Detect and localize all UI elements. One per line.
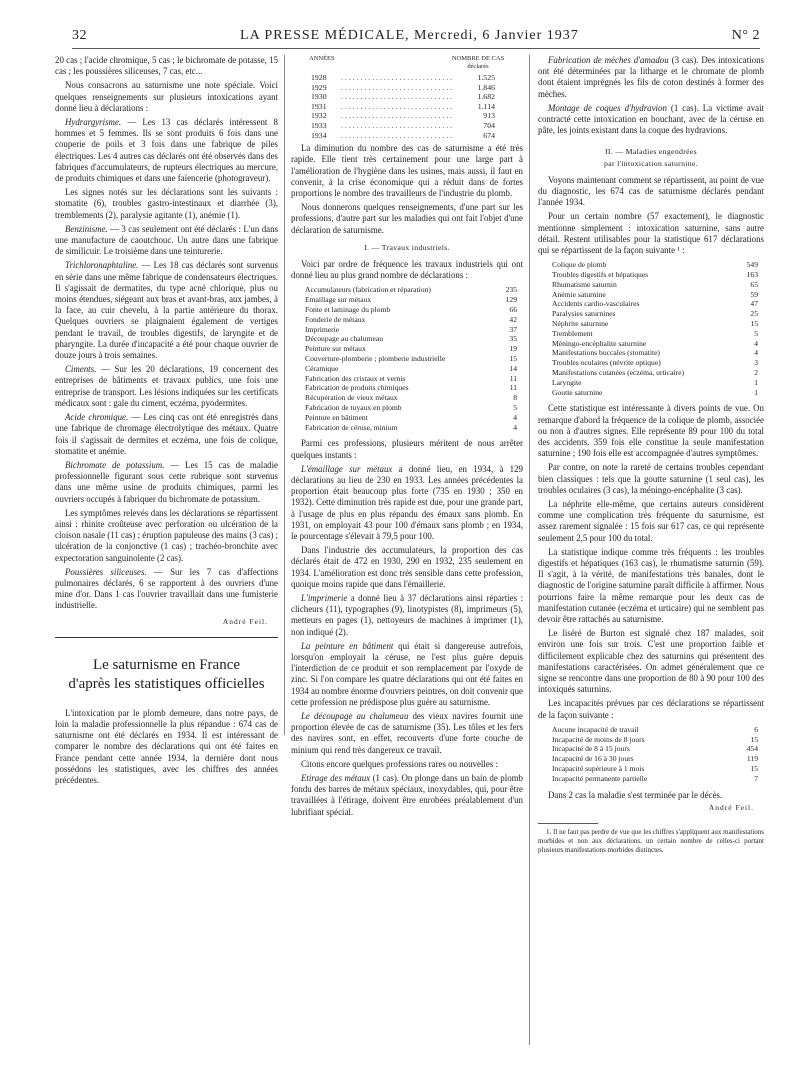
job-row [305,325,517,335]
year-row [311,131,495,141]
section-heading: II. — Maladies engendrées par l'intoxication saturnine. [604,147,698,168]
jobs-table [305,285,517,432]
value-cell: 19 [509,344,517,354]
label-cell: Aucune incapacité de travail [552,724,639,734]
value-cell: 59 [750,289,758,299]
disease-row [552,299,758,309]
job-row [305,295,517,305]
label-cell: Rhumatisme saturnin [552,279,617,289]
article-title-line: Le saturnisme en France [92,656,241,673]
year-row [311,73,495,83]
incapacity-row [552,754,758,764]
footnote: 1. Il ne faut pas perdre de vue que les chiffres s'appliquent aux manifestations morbides et non aux déclarations, un certain nombre de celles-ci portant plusieurs manifestations morbides distinctes. [538,828,764,855]
value-cell: 4 [513,412,517,422]
paragraph: Hydrargyrisme. — Les 13 cas déclarés intéressent 8 hommes et 5 femmes. Ils se sont produits 6 fois dans une couperie de poils et 3 fois dans une fabrique de piles électriques. Les 4 autres cas déclarés ont été observés dans des fabriques d'accumulateurs, de rupteurs électriques au mercure, de produits chimiques et dans une faïencerie (photograveur). [55,117,278,184]
label-cell: Couverture-plomberie ; plomberie industrielle [305,353,446,363]
disease-row [552,348,758,358]
label-cell: Colique de plomb [552,260,607,270]
job-row [305,374,517,384]
label-cell: Goutte saturnine [552,387,603,397]
cases-cell: 913 [483,111,495,121]
label-cell: Peinture sur métaux [305,344,366,354]
label-cell: Fonderie de métaux [305,314,366,324]
job-row [305,413,517,423]
paragraph: L'imprimerie a donné lieu à 37 déclarations ainsi réparties : clicheurs (11), typographes (9), linotypistes (8), imprimeurs (5), metteurs en pages (1), nettoyeurs de machines à imprimer (1), non indiqué (2). [291,592,523,637]
leader-dots: . . . . . . . . . . . . . . . . . . . . . . . . . . . . . [341,73,453,82]
cases-column-header: NOMBRE DE CAS déclarés [451,55,505,70]
paragraph: Fabrication de mèches d'amadou (3 cas). Des intoxications ont été déterminées par la litharge et le chromate de plomb dont étaient imprégnés les fils de coton destinés à former des mèches. [538,55,764,99]
year-cell: 1929 [311,82,327,92]
column-3 [538,55,764,855]
incapacity-row [552,725,758,735]
job-row [305,285,517,295]
paragraph: Dans l'industrie des accumulateurs, la proportion des cas déclarés était de 472 en 1930, 290 en 1932, 235 seulement en 1934. L'amélioration est donc très sensible dans cette profession, quoique moins rapide que dans l'émaillerie. [291,545,523,589]
disease-row [552,319,758,329]
leader-dots: . . . . . . . . . . . . . . . . . . . . . . . . . . . . . [341,82,453,92]
label-cell: Incapacité supérieure à 1 mois [552,764,645,774]
value-cell: 35 [509,334,517,344]
value-cell: 5 [754,328,758,338]
paragraph: Ciments. — Sur les 20 déclarations, 19 concernent des entreprises de bâtiments et travaux publics, une fois une entreprise de transport. Les lésions indiquées sur les certificats médicaux sont : gale du ciment, eczéma, pyodermites. [55,364,278,408]
paragraph: Voici par ordre de fréquence les travaux industriels qui ont donné lieu au plus grand nombre de déclarations : [291,258,523,281]
value-cell: 65 [750,279,758,289]
years-table [291,73,523,140]
column-divider-1 [284,55,285,735]
cases-cell: 1.525 [477,73,495,82]
year-row [311,92,495,102]
paragraph: Acide chromique. — Les cinq cas ont été enregistrés dans une fabrique de chromage électrolytique des métaux. Quatre fois il s'agissait de dermites et eczéma, une fois de colique, stomatite et anémie. [55,412,278,456]
cases-cell: 1.114 [477,101,495,111]
cases-cell: 1.846 [477,82,495,92]
article-title-line: d'après les statistiques officielles [68,675,265,692]
column-divider-2 [529,55,530,1045]
year-cell: 1933 [311,120,327,130]
page-header [72,28,760,46]
value-cell: 1 [754,377,758,387]
disease-row [552,378,758,388]
job-row [305,305,517,315]
label-cell: Manifestations cutanées (eczéma, urticaire) [552,368,684,378]
value-cell: 6 [754,724,758,734]
paragraph: Les incapacités prévues par ces déclarations se répartissent de la façon suivante : [538,698,764,720]
year-cell: 1930 [311,92,327,102]
column-1 [55,55,278,789]
job-row [305,403,517,413]
label-cell: Troubles digestifs et hépatiques [552,270,649,280]
paragraph: Dans 2 cas la maladie s'est terminée par le décès. [548,789,723,800]
header-rule [72,48,760,49]
job-row [305,393,517,403]
article-title [55,656,278,694]
value-cell: 15 [750,734,758,744]
incapacity-row [552,735,758,745]
paragraph: Etirage des métaux (1 cas). On plonge dans un bain de plomb fondu des barres de métaux spéciaux, inoxydables, qui, pour être travaillées à l'étirage, doivent être enrobées préalablement d'un lubrifiant spécial. [291,773,523,817]
paragraph: Citons encore quelques professions rares ou nouvelles : [301,758,498,769]
paragraph: Voyons maintenant comment se répartissent, au point de vue du diagnostic, les 674 cas de saturnisme déclarés pendant l'année 1934. [538,174,764,208]
value-cell: 8 [513,393,517,403]
value-cell: 4 [513,422,517,432]
jobs-table-wrap [305,285,517,432]
paragraph: Montage de coques d'hydravion (1 cas). La victime avait contracté cette intoxication en bouchant, avec de la céruse en pâte, les joints existant dans la coque des hydravions. [538,102,765,136]
paragraph: Benzinisme. — 3 cas seulement ont été déclarés : L'un dans une manufacture de caoutchouc. Un autre dans une fabrique de similicuir. Le troisième dans une teinturerie. [55,223,278,257]
label-cell: Céramique [305,363,339,373]
value-cell: 37 [509,324,517,334]
paragraph: Nous donnerons quelques renseignements, d'une part sur les professions, d'autre part sur les maladies qui ont fait l'objet d'une déclaration de saturnisme. [291,202,523,235]
paragraph: Pour un certain nombre (57 exactement), le diagnostic mentionne simplement : intoxication saturnine, sans autre détail. Restent utilisables pour la statistique 617 déclarations qui se répartissent de la façon suivante ¹ : [538,211,764,256]
disease-row [552,309,758,319]
label-cell: Troubles oculaires (névrite optique) [552,358,661,368]
disease-row [552,368,758,378]
paragraph: L'intoxication par le plomb demeure, dans notre pays, de loin la maladie professionnelle la plus répandue : 674 cas de saturnisme ont été déclarés en 1934. Il est intéressant de comparer le nombre des déclarations qui ont été faites en France pendant cette année 1934, la dernière dont nous possédons les statistiques, avec les chiffres des années précédentes. [55,707,278,785]
year-cell: 1931 [311,101,327,111]
paragraph: La néphrite elle-même, que certains auteurs considèrent comme une complication très fréquente du saturnisme, est assez rarement signalée : 15 fois sur 617 cas, ce qui représente seulement 2,5 pour 100 du total. [538,499,764,543]
value-cell: 549 [746,260,758,270]
job-row [305,315,517,325]
disease-row [552,339,758,349]
rubric-heading: Hydrargyrisme. [65,117,122,128]
value-cell: 66 [509,304,517,314]
label-cell: Méningo-encéphalite saturnine [552,338,647,348]
cases-cell: 704 [483,120,495,130]
job-row [305,354,517,364]
leader-dots: . . . . . . . . . . . . . . . . . . . . . . . . . . . . . [341,111,453,121]
label-cell: Fabrication des cristaux et vernis [305,373,406,383]
paragraph: Le liséré de Burton est signalé chez 187 malades, soit environ une fois sur trois. C'est une proportion faible et difficilement explicable chez des saturnins qui présentent des manifestations caractérisées. On admet généralement que ce signe se rencontre dans une proportion de 80 à 90 pour 100 des intoxiqués saturnins. [538,628,764,695]
value-cell: 15 [750,319,758,329]
year-row [311,83,495,93]
value-cell: 25 [750,309,758,319]
label-cell: Peinture en bâtiment [305,412,368,422]
paragraph: Nous consacrons au saturnisme une note spéciale. Voici quelques renseignements sur plusieurs intoxications ayant donné lieu à déclarations : [55,80,278,113]
label-cell: Manifestations buccales (stomatite) [552,348,660,358]
diseases-table-wrap [552,260,758,397]
label-cell: Accidents cardio-vasculaires [552,299,640,309]
paragraph: 20 cas ; l'acide chromique, 5 cas ; le bichromate de potasse, 15 cas ; les poussières siliceuses, 7 cas, etc... [55,55,278,77]
paragraph: Par contre, on note la rareté de certains troubles cependant bien classiques : tels que la goutte saturnine (1 seul cas), les troubles oculaires (3 cas), la méningo-encéphalite (3 cas). [538,462,764,495]
label-cell: Fabrication de céruse, minium [305,422,398,432]
label-cell: Récupération de vieux métaux [305,393,398,403]
year-cell: 1928 [311,73,327,82]
year-row [311,111,495,121]
value-cell: 129 [505,295,517,305]
author-signature: André Feil. [708,802,754,812]
paragraph: Trichloronaphtaline. — Les 18 cas déclarés sont survenus en série dans une même fabrique de condensateurs électriques. Il s'agissait de dermatites, du type acné chlorique, plus ou moins étendues, siégeant aux bras et avant-bras, aux jambes, à la face, au cuir chevelu, à la partie antérieure du thorax. Quelques ouvriers se plaignaient également de vertiges pendant le travail, de troubles digestifs, de laryngite et de pharyngite. La durée d'incapacité a été pour chaque ouvrier de douze jours à trois semaines. [55,260,278,361]
years-table-header [309,55,513,71]
disease-row [552,280,758,290]
disease-row [552,260,758,270]
label-cell: Paralysies saturnines [552,309,616,319]
year-cell: 1934 [311,130,327,140]
label-cell: Imprimerie [305,324,340,334]
label-cell: Tremblement [552,328,593,338]
leader-dots: . . . . . . . . . . . . . . . . . . . . . . . . . . . . . [341,92,453,102]
incapacity-row [552,764,758,774]
incapacity-row [552,744,758,754]
label-cell: Accumulateurs (fabrication et réparation) [305,285,431,295]
paragraph: La statistique indique comme très fréquents : les troubles digestifs et hépatiques (163 cas), le rhumatisme saturnin (59). Il s'agit, à la vérité, de manifestations très banales, dont le diagnostic de l'origine saturnine paraît difficile à affirmer. Nous pourrions faire la même remarque pour les deux cas de manifestation cutanée (eczéma et urticaire) qui ne semblent pas devoir être rattachés au saturnisme. [538,546,764,625]
cases-cell: 1.682 [477,92,495,102]
paragraph: Les signes notés sur les déclarations sont les suivants : stomatite (6), troubles gastro-intestinaux et diarrhée (3), tremblements (2), paralysie agitante (1), anémie (1). [55,187,278,220]
cases-cell: 674 [483,130,495,140]
value-cell: 1 [754,387,758,397]
value-cell: 15 [750,764,758,774]
disease-row [552,388,758,398]
rubric-heading: Benzinisme. [65,223,108,234]
value-cell: 4 [754,348,758,358]
paragraph: Cette statistique est intéressante à divers points de vue. On remarque d'abord la fréquence de la colique de plomb, associée ou non à d'autres signes. Elle représente 89 pour 100 du total des accidents. 359 fois elle constitue la seule manifestation saturnine ; 190 fois elle est accompagnée d'autres symptômes. [538,403,764,459]
page-number: 32 [72,28,87,43]
paragraph: La diminution du nombre des cas de saturnisme a été très rapide. Elle tient très certainement pour une large part à l'amélioration de l'hygiène dans les usines, mais aussi, il faut en convenir, à la crise économique qui a réduit dans de fortes proportions le nombre des travailleurs de l'industrie du plomb. [291,143,523,198]
job-row [305,423,517,433]
value-cell: 7 [754,773,758,783]
issue-number: N° 2 [731,28,760,43]
value-cell: 235 [505,285,517,295]
value-cell: 11 [509,373,517,383]
value-cell: 3 [754,358,758,368]
disease-row [552,358,758,368]
rubric-heading: Poussières siliceuses. [65,566,147,577]
author-signature: André Feil. [222,616,268,626]
label-cell: Incapacité de moins de 8 jours [552,734,645,744]
journal-name: LA PRESSE MÉDICALE, [240,28,410,43]
value-cell: 47 [750,299,758,309]
label-cell: Incapacité de 8 à 15 jours [552,744,630,754]
job-row [305,334,517,344]
paragraph: Bichromate de potassium. — Les 15 cas de maladie professionnelle figurant sous cette rubrique sont survenus dans une même usine de produits chimiques, parmi les ouvriers occupés à fabriquer du bichromate de potassium. [55,459,278,504]
disease-row [552,329,758,339]
value-cell: 15 [509,353,517,363]
year-row [311,102,495,112]
incapacity-table-wrap [552,725,758,784]
year-row [311,121,495,131]
value-cell: 11 [509,383,517,393]
job-row [305,364,517,374]
job-row [305,383,517,393]
label-cell: Fonte et laminage du plomb [305,304,391,314]
label-cell: Anémie saturnine [552,289,606,299]
paragraph: Les symptômes relevés dans les déclarations se répartissent ainsi : rhinite croûteuse avec perforation ou ulcération de la cloison nasale (11 cas) ; éruption papuleuse des mains (3 cas) ; ulcération de la conjonctive (1 cas) ; trachéo-bronchite avec expectoration sanguinolente (2 cas). [55,507,278,563]
leader-dots: . . . . . . . . . . . . . . . . . . . . . . . . . . . . . [341,101,453,111]
year-cell: 1932 [311,111,327,121]
footnote-rule [538,823,598,824]
rubric-heading: Trichloronaphtaline. [65,260,139,271]
years-column-header: ANNÉES [309,55,335,62]
article-separator [55,637,278,638]
running-title [240,28,579,44]
label-cell: Découpage au chalumeau [305,334,384,344]
job-row [305,344,517,354]
paragraph: La peinture en bâtiment qui était si dangereuse autrefois, lorsqu'on employait la céruse, ne l'est plus guère depuis l'interdiction de ce produit et son remplacement par l'oxyde de zinc. Si l'on compare les quatre déclarations qui ont été faites en 1934 au nombre énorme d'ouvriers peintres, on doit convenir que cette profession ne prédispose plus guère au saturnisme. [291,640,523,707]
value-cell: 14 [509,363,517,373]
label-cell: Incapacité de 16 à 30 jours [552,754,634,764]
disease-row [552,290,758,300]
rubric-heading: Acide chromique. [65,412,129,423]
leader-dots: . . . . . . . . . . . . . . . . . . . . . . . . . . . . . [341,120,453,130]
label-cell: Néphrite saturnine [552,319,609,329]
label-cell: Laryngite [552,377,582,387]
label-cell: Emaillage sur métaux [305,295,372,305]
incapacity-table [552,725,758,784]
label-cell: Fabrication de tuyaux en plomb [305,402,402,412]
rubric-heading: Ciments. [65,364,97,375]
value-cell: 454 [746,744,758,754]
section-heading: I. — Travaux industriels. [364,242,450,252]
rubric-heading: Bichromate de potassium. [65,459,165,470]
diseases-table [552,260,758,397]
incapacity-row [552,774,758,784]
value-cell: 163 [746,270,758,280]
issue-date: Mercredi, 6 Janvier 1937 [414,28,579,43]
disease-row [552,270,758,280]
label-cell: Incapacité permanente partielle [552,773,648,783]
value-cell: 4 [754,338,758,348]
value-cell: 42 [509,314,517,324]
paragraph: Poussières siliceuses. — Sur les 7 cas d'affections pulmonaires déclarés, 6 se rapportent à des ouvriers d'une mine d'or. Dans 1 cas l'ouvrier travaillait dans une fumisterie industrielle. [55,566,278,611]
paragraph: L'émaillage sur métaux a donné lieu, en 1934, à 129 déclarations au lieu de 230 en 1933. Les années précédentes la proportion était beaucoup plus forte (735 en 1930 ; 350 en 1932). Cette diminution très rapide est due, pour une grande part, à l'usage de plus en plus répandu des émaux sans plomb. En 1931, on employait 43 pour 100 d'émaux sans plomb ; en 1934, le pourcentage s'élevait à 79,5 pour 100. [291,463,523,541]
value-cell: 2 [754,368,758,378]
value-cell: 5 [513,402,517,412]
label-cell: Fabrication de produits chimiques [305,383,409,393]
column-2 [291,55,523,821]
value-cell: 119 [746,754,758,764]
paragraph: Parmi ces professions, plusieurs méritent de nous arrêter quelques instants : [291,438,523,460]
paragraph: Le découpage au chalumeau des vieux navires fournit une proportion élevée de cas de saturnisme (35). Les tôles et les fers des navires sont, en effet, recouverts d'une forte couche de minium qui rend très dangereux ce travail. [291,711,523,755]
leader-dots: . . . . . . . . . . . . . . . . . . . . . . . . . . . . . [341,130,453,140]
